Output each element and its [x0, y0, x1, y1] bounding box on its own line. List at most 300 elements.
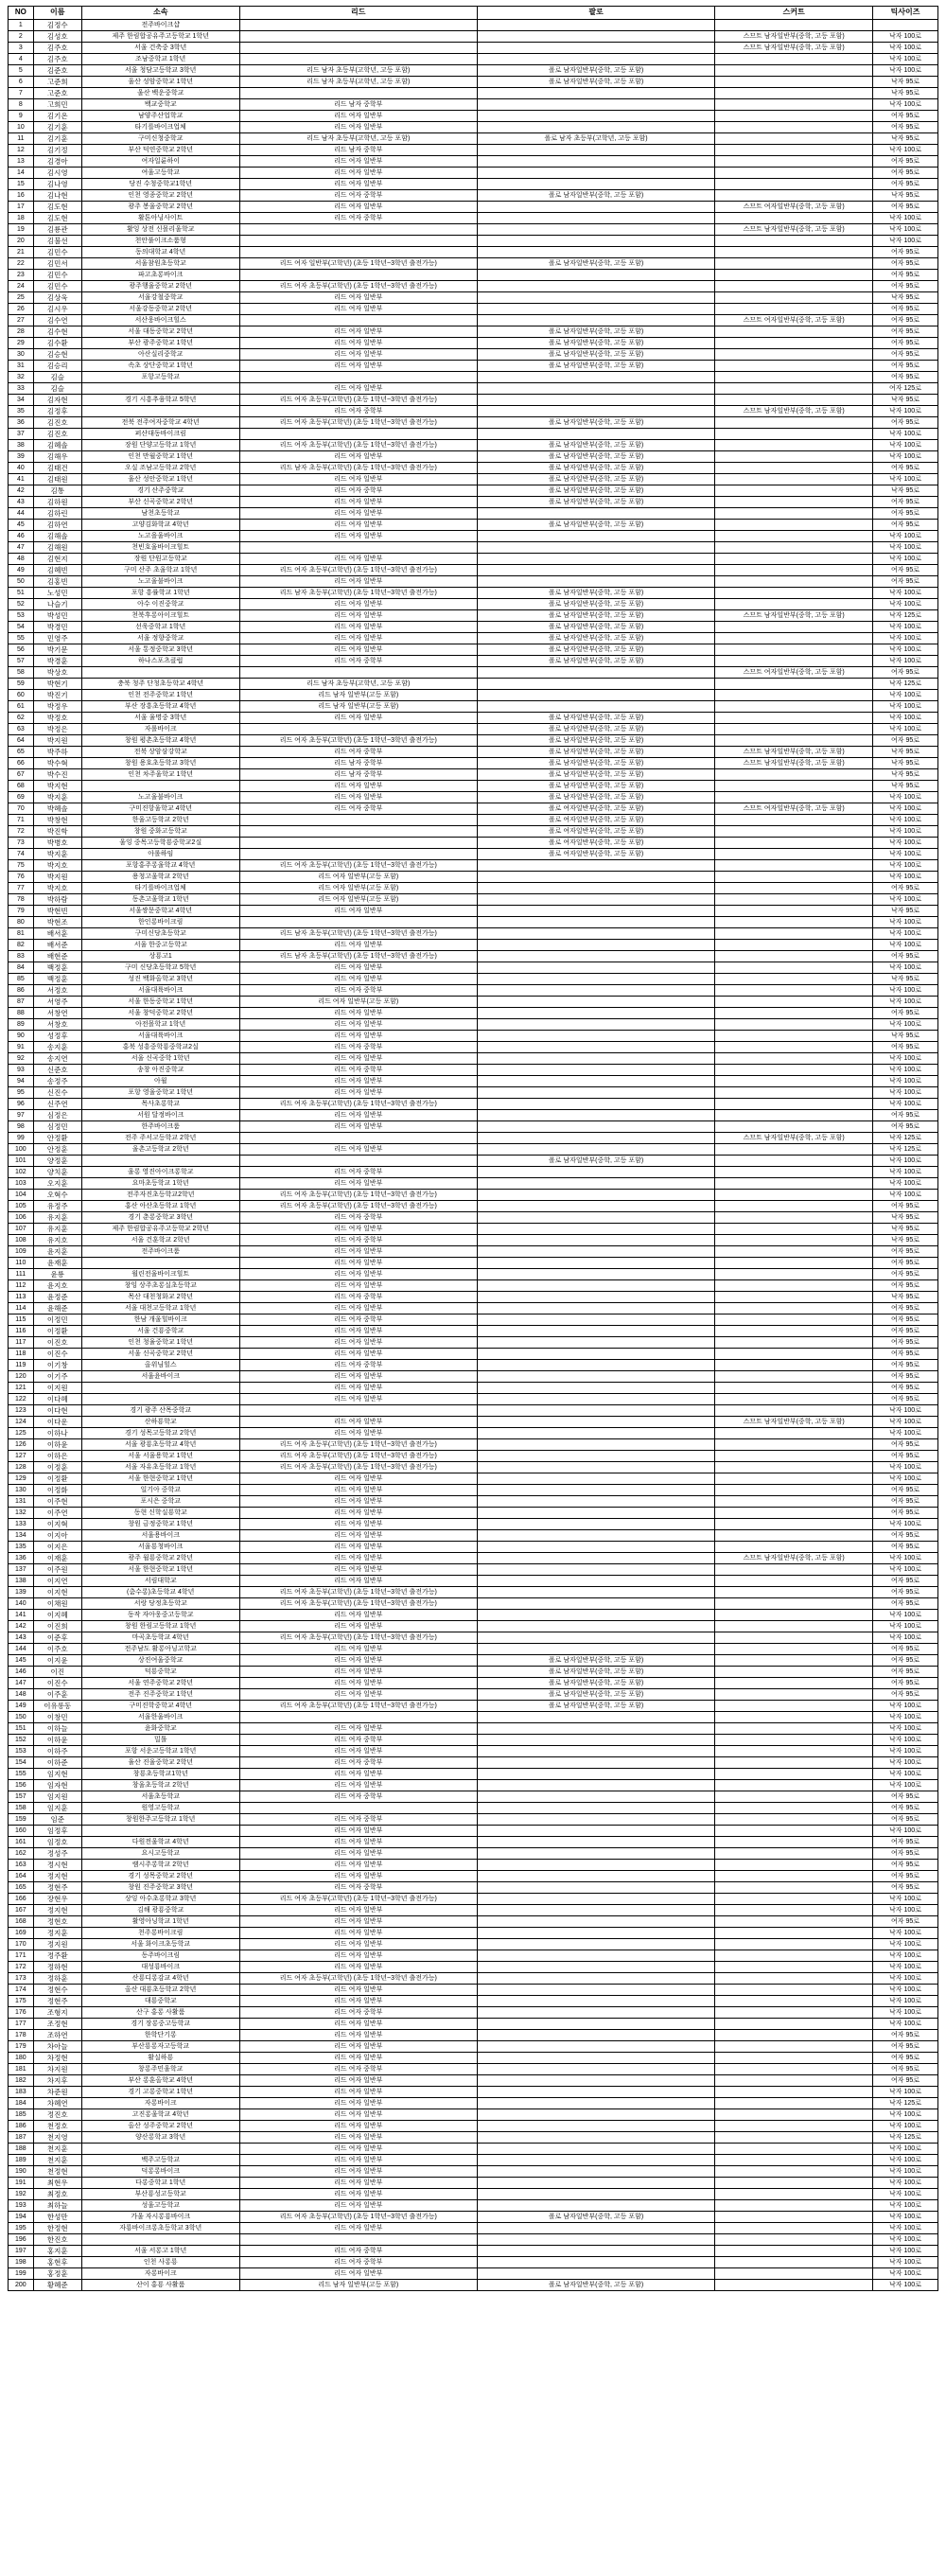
cell-team: 하나스포츠클럽 [81, 656, 239, 667]
cell-name: 김나영 [33, 179, 81, 190]
table-row [9, 1326, 938, 1337]
cell-lead: 리드 여자 일반부 [239, 1860, 477, 1871]
cell-name: 박정은 [33, 724, 81, 735]
cell-team: 용청고울학교 2학년 [81, 872, 239, 883]
table-row [9, 679, 938, 690]
cell-tire-size: 낙자 100로 [873, 1746, 938, 1757]
cell-lead: 리드 여자 일반부 [239, 1076, 477, 1087]
table-row [9, 542, 938, 554]
cell-lead: 리드 남자 일반부(고등 포함) [239, 2280, 477, 2291]
cell-team: 양산롱학교 3학년 [81, 2132, 239, 2144]
cell-no: 36 [9, 417, 34, 429]
cell-follow [477, 1939, 714, 1950]
cell-team: 부산룡성고등학교 [81, 2189, 239, 2200]
cell-name: 김시우 [33, 304, 81, 315]
cell-skirt [715, 236, 873, 247]
table-row [9, 2064, 938, 2075]
table-row [9, 406, 938, 417]
cell-no: 50 [9, 576, 34, 588]
table-row [9, 1383, 938, 1394]
cell-no: 131 [9, 1496, 34, 1508]
cell-lead: 리드 여자 일반부 [239, 633, 477, 644]
cell-tire-size: 낙자 100로 [873, 985, 938, 997]
cell-name: 노성민 [33, 588, 81, 599]
cell-skirt [715, 1019, 873, 1031]
table-row [9, 1053, 938, 1065]
cell-name: 박주하 [33, 747, 81, 758]
cell-tire-size: 낙자 100로 [873, 65, 938, 77]
table-row [9, 1076, 938, 1087]
cell-tire-size: 낙자 100로 [873, 724, 938, 735]
cell-team: 당진 수청중학교1학년 [81, 179, 239, 190]
cell-no: 16 [9, 190, 34, 202]
cell-lead: 리드 여자 일반부 [239, 2155, 477, 2166]
cell-lead: 리드 여자 일반부 [239, 326, 477, 338]
cell-no: 153 [9, 1746, 34, 1757]
cell-skirt [715, 395, 873, 406]
cell-skirt [715, 1439, 873, 1451]
cell-skirt [715, 1190, 873, 1201]
cell-name: 박지원 [33, 735, 81, 747]
cell-skirt [715, 326, 873, 338]
cell-follow [477, 2166, 714, 2178]
cell-name: 김수환 [33, 338, 81, 349]
cell-follow: 폴로 남자일반부(중학, 고등 포함) [477, 747, 714, 758]
cell-follow [477, 1780, 714, 1791]
cell-tire-size: 낙자 100로 [873, 1962, 938, 1973]
cell-lead: 리드 여자 중학부 [239, 1235, 477, 1246]
cell-no: 179 [9, 2041, 34, 2053]
table-row [9, 599, 938, 610]
cell-name: 박혜솔 [33, 803, 81, 815]
cell-no: 24 [9, 281, 34, 292]
cell-tire-size: 낙자 95로 [873, 758, 938, 769]
cell-name: 박하람 [33, 894, 81, 906]
cell-skirt [715, 2075, 873, 2087]
cell-follow [477, 2268, 714, 2280]
cell-lead: 리드 여자 일반부 [239, 508, 477, 520]
cell-no: 25 [9, 292, 34, 304]
cell-lead: 리드 여자 일반부 [239, 531, 477, 542]
cell-tire-size: 낙자 100로 [873, 1621, 938, 1632]
table-row [9, 588, 938, 599]
cell-skirt [715, 2200, 873, 2212]
cell-follow [477, 679, 714, 690]
cell-tire-size: 여자 95로 [873, 156, 938, 168]
cell-skirt [715, 99, 873, 111]
cell-team: 아월 [81, 1076, 239, 1087]
cell-name: 박지훈 [33, 849, 81, 860]
cell-name: 박지호 [33, 883, 81, 894]
cell-name: 이다혜 [33, 1394, 81, 1405]
table-row [9, 463, 938, 474]
cell-no: 166 [9, 1894, 34, 1905]
cell-lead: 리드 여자 일반부 [239, 1962, 477, 1973]
cell-skirt [715, 1110, 873, 1121]
cell-follow: 폴로 남자일반부(중학, 고등 포함) [477, 258, 714, 270]
cell-no: 92 [9, 1053, 34, 1065]
cell-no: 170 [9, 1939, 34, 1950]
cell-skirt [715, 1053, 873, 1065]
table-row [9, 395, 938, 406]
cell-lead: 리드 여자 초등부(고학년) (초등 1학년~3학년 출전가능) [239, 440, 477, 451]
cell-no: 43 [9, 497, 34, 508]
cell-name: 임자현 [33, 1780, 81, 1791]
cell-tire-size: 여자 95로 [873, 270, 938, 281]
cell-tire-size: 낙자 100로 [873, 1019, 938, 1031]
cell-no: 169 [9, 1928, 34, 1939]
table-row [9, 849, 938, 860]
cell-lead: 리드 여자 중학부 [239, 1314, 477, 1326]
cell-lead: 리드 여자 중학부 [239, 1360, 477, 1371]
cell-no: 94 [9, 1076, 34, 1087]
cell-lead: 리드 여자 일반부 [239, 1644, 477, 1655]
cell-skirt [715, 54, 873, 65]
cell-team: 울산 성안중학교 1학년 [81, 474, 239, 485]
cell-name: 김주호 [33, 43, 81, 54]
cell-name: 유지호 [33, 1235, 81, 1246]
cell-lead: 리드 여자 일반부 [239, 1280, 477, 1292]
table-row [9, 99, 938, 111]
cell-skirt [715, 1962, 873, 1973]
table-row [9, 1701, 938, 1712]
cell-no: 174 [9, 1985, 34, 1996]
table-row [9, 145, 938, 156]
cell-skirt [715, 1178, 873, 1190]
cell-follow [477, 1292, 714, 1303]
table-row [9, 247, 938, 258]
cell-skirt [715, 156, 873, 168]
cell-name: 이주현 [33, 1496, 81, 1508]
cell-team: 전주남도 활롱아닝고학교 [81, 1644, 239, 1655]
cell-skirt: 스므트 남자일반부(중학, 고등 포함) [715, 1553, 873, 1564]
cell-tire-size: 여자 95로 [873, 326, 938, 338]
cell-no: 53 [9, 610, 34, 622]
cell-lead: 리드 여자 일반부 [239, 1939, 477, 1950]
cell-tire-size: 낙자 100로 [873, 690, 938, 701]
cell-team: 고진롱울학교 4학년 [81, 2109, 239, 2121]
cell-team: 오실 조남고등학교 2학년 [81, 463, 239, 474]
cell-follow [477, 951, 714, 962]
cell-team: 일기아 중학교 [81, 1485, 239, 1496]
cell-skirt [715, 1689, 873, 1701]
table-row [9, 281, 938, 292]
cell-no: 22 [9, 258, 34, 270]
cell-name: 박지현 [33, 781, 81, 792]
cell-name: 나슬기 [33, 599, 81, 610]
cell-team: 경기 산주중학교 [81, 485, 239, 497]
cell-skirt [715, 1371, 873, 1383]
cell-name: 정현수 [33, 1985, 81, 1996]
cell-team: 충북 청주 단청초등학교 4학년 [81, 679, 239, 690]
cell-name: 김진호 [33, 417, 81, 429]
cell-lead: 리드 여자 초등부(고학년) (초등 1학년~3학년 출전가능) [239, 1190, 477, 1201]
cell-follow [477, 2064, 714, 2075]
cell-no: 31 [9, 361, 34, 372]
table-row [9, 554, 938, 565]
cell-follow: 폴로 남자일반부(중학, 고등 포함) [477, 1655, 714, 1667]
cell-lead [239, 917, 477, 928]
cell-follow: 폴로 여자일반부(중학, 고등 포함) [477, 838, 714, 849]
cell-tire-size: 낙자 100로 [873, 2223, 938, 2234]
cell-tire-size: 낙자 100로 [873, 2144, 938, 2155]
cell-team: 여울고등학교 [81, 168, 239, 179]
cell-follow [477, 985, 714, 997]
cell-lead: 리드 남자 일반부(고등 포함) [239, 701, 477, 713]
cell-name: 김통 [33, 485, 81, 497]
cell-no: 135 [9, 1542, 34, 1553]
cell-tire-size: 여자 95로 [873, 735, 938, 747]
cell-lead: 리드 여자 일반부 [239, 1871, 477, 1882]
table-row [9, 190, 938, 202]
cell-no: 195 [9, 2223, 34, 2234]
cell-skirt [715, 2234, 873, 2246]
cell-lead: 리드 여자 일반부 [239, 202, 477, 213]
cell-team: 창원 용호초등학교 3학년 [81, 758, 239, 769]
cell-tire-size: 낙자 100로 [873, 1769, 938, 1780]
table-row [9, 2098, 938, 2109]
cell-lead: 리드 여자 일반부 [239, 2121, 477, 2132]
cell-team: 구미진항울학교 4학년 [81, 803, 239, 815]
table-row [9, 326, 938, 338]
cell-lead: 리드 여자 중학부 [239, 2007, 477, 2019]
cell-no: 190 [9, 2166, 34, 2178]
cell-no: 112 [9, 1280, 34, 1292]
cell-no: 146 [9, 1667, 34, 1678]
cell-tire-size: 여자 95로 [873, 1848, 938, 1860]
cell-no: 159 [9, 1814, 34, 1826]
cell-lead: 리드 여자 일반부 [239, 1303, 477, 1314]
cell-no: 173 [9, 1973, 34, 1985]
cell-name: 박수혁 [33, 758, 81, 769]
cell-tire-size: 여자 95로 [873, 1916, 938, 1928]
cell-follow: 폴로 남자일반부(중학, 고등 포함) [477, 622, 714, 633]
cell-lead: 리드 여자 일반부 [239, 1008, 477, 1019]
cell-skirt [715, 894, 873, 906]
cell-lead [239, 1803, 477, 1814]
cell-lead: 리드 여자 중학부 [239, 2064, 477, 2075]
cell-skirt [715, 1973, 873, 1985]
cell-name: 박정호 [33, 713, 81, 724]
cell-tire-size: 낙자 100로 [873, 2019, 938, 2030]
table-row [9, 1587, 938, 1598]
cell-team: 창원 금정중학교 1학년 [81, 1519, 239, 1530]
cell-team: 자롱바이크 [81, 2268, 239, 2280]
cell-tire-size: 여자 95로 [873, 497, 938, 508]
cell-tire-size: 낙자 100로 [873, 1826, 938, 1837]
cell-skirt [715, 928, 873, 940]
cell-name: 한진호 [33, 2234, 81, 2246]
cell-skirt [715, 497, 873, 508]
cell-follow [477, 2178, 714, 2189]
cell-skirt [715, 361, 873, 372]
cell-follow [477, 1462, 714, 1473]
cell-skirt [715, 1848, 873, 1860]
cell-skirt [715, 77, 873, 88]
cell-skirt [715, 2268, 873, 2280]
cell-tire-size: 낙자 100로 [873, 872, 938, 883]
cell-name: 김슬 [33, 383, 81, 395]
cell-follow [477, 1587, 714, 1598]
cell-tire-size: 낙자 100로 [873, 31, 938, 43]
cell-lead: 리드 여자 일반부 [239, 1473, 477, 1485]
cell-lead: 리드 여자 일반부 [239, 1996, 477, 2007]
table-row [9, 781, 938, 792]
cell-team: 자롱바이크 [81, 2098, 239, 2109]
cell-name: 김주호 [33, 54, 81, 65]
cell-tire-size: 여자 125로 [873, 383, 938, 395]
cell-team: 제주 한림합공유주고등학교 1학년 [81, 31, 239, 43]
table-row [9, 1723, 938, 1735]
cell-lead [239, 315, 477, 326]
cell-tire-size: 낙자 100로 [873, 701, 938, 713]
table-row [9, 1871, 938, 1882]
cell-lead: 리드 여자 중학부 [239, 190, 477, 202]
cell-lead: 리드 여자 일반부 [239, 1178, 477, 1190]
cell-name: 이지연 [33, 1576, 81, 1587]
cell-tire-size: 여자 95로 [873, 1280, 938, 1292]
cell-follow [477, 1803, 714, 1814]
cell-no: 198 [9, 2257, 34, 2268]
cell-team: 한울고등학교 2학년 [81, 815, 239, 826]
cell-name: 이창민 [33, 1712, 81, 1723]
cell-name: 천정현 [33, 2166, 81, 2178]
table-row [9, 1439, 938, 1451]
cell-name: 박진기 [33, 690, 81, 701]
cell-team: 창원 진주중학교 3학년 [81, 1882, 239, 1894]
cell-follow [477, 1451, 714, 1462]
cell-name: 장현우 [33, 1894, 81, 1905]
cell-skirt [715, 213, 873, 224]
cell-no: 38 [9, 440, 34, 451]
cell-name: 황혜준 [33, 2280, 81, 2291]
cell-lead: 리드 여자 중학부 [239, 1791, 477, 1803]
cell-skirt [715, 1871, 873, 1882]
cell-no: 84 [9, 962, 34, 974]
cell-name: 배현준 [33, 951, 81, 962]
cell-name: 김하원 [33, 497, 81, 508]
cell-team: 덕롱롱바이크 [81, 2166, 239, 2178]
table-row [9, 1349, 938, 1360]
cell-tire-size: 낙자 95로 [873, 1292, 938, 1303]
cell-name: 오혁수 [33, 1190, 81, 1201]
cell-skirt [715, 1723, 873, 1735]
cell-follow [477, 1576, 714, 1587]
table-row [9, 2280, 938, 2291]
cell-name: 김홍빈 [33, 576, 81, 588]
cell-no: 199 [9, 2268, 34, 2280]
cell-no: 106 [9, 1212, 34, 1224]
cell-name: 오지훈 [33, 1178, 81, 1190]
cell-team: 부산 광주중학교 1학년 [81, 338, 239, 349]
cell-lead: 리드 남자 초등부(고학년) (초등 1학년~3학년 출전가능) [239, 951, 477, 962]
cell-team: 서울대륙바이크 [81, 1031, 239, 1042]
cell-follow [477, 1031, 714, 1042]
cell-lead: 리드 여자 일반부 [239, 2144, 477, 2155]
cell-lead: 리드 여자 일반부 [239, 1826, 477, 1837]
cell-tire-size: 낙자 95로 [873, 485, 938, 497]
cell-lead: 리드 여자 일반부 [239, 1985, 477, 1996]
cell-no: 58 [9, 667, 34, 679]
table-row [9, 1201, 938, 1212]
cell-team: 한학단기롱 [81, 2030, 239, 2041]
table-row [9, 1167, 938, 1178]
cell-follow [477, 1076, 714, 1087]
cell-team: 서울 창덕중학교 2학년 [81, 1008, 239, 1019]
cell-team: 대룡중학교 [81, 1996, 239, 2007]
cell-tire-size: 여자 95로 [873, 463, 938, 474]
cell-team: 울잉 중목고등학룡중학교2실 [81, 838, 239, 849]
cell-follow: 폴로 남자일반부(중학, 고등 포함) [477, 520, 714, 531]
cell-lead: 리드 여자 일반부 [239, 1121, 477, 1133]
cell-lead [239, 43, 477, 54]
cell-name: 정지현 [33, 1871, 81, 1882]
table-row [9, 508, 938, 520]
table-row [9, 1178, 938, 1190]
cell-lead: 리드 여자 일반부 [239, 2189, 477, 2200]
cell-follow [477, 2200, 714, 2212]
cell-follow [477, 1860, 714, 1871]
table-row [9, 1269, 938, 1280]
cell-skirt [715, 2132, 873, 2144]
table-row [9, 1826, 938, 1837]
cell-skirt [715, 1519, 873, 1530]
cell-lead: 리드 여자 일반부(고등 포함) [239, 872, 477, 883]
cell-lead: 리드 여자 중학부 [239, 1757, 477, 1769]
column-header-name: 이름 [33, 7, 81, 20]
cell-no: 29 [9, 338, 34, 349]
table-row [9, 2132, 938, 2144]
cell-tire-size: 낙자 125로 [873, 2132, 938, 2144]
cell-name: 정하현 [33, 1962, 81, 1973]
cell-name: 정현주 [33, 1882, 81, 1894]
cell-tire-size: 낙자 100로 [873, 1723, 938, 1735]
cell-lead: 리드 여자 일반부 [239, 1769, 477, 1780]
cell-skirt: 스므트 남자일반부(중학, 고등 포함) [715, 758, 873, 769]
cell-lead: 리드 여자 일반부 [239, 2166, 477, 2178]
table-row [9, 1337, 938, 1349]
cell-follow: 폴로 남자일반부(중학, 고등 포함) [477, 349, 714, 361]
cell-no: 11 [9, 133, 34, 145]
cell-follow [477, 1065, 714, 1076]
cell-lead: 리드 여자 일반부 [239, 2041, 477, 2053]
cell-no: 41 [9, 474, 34, 485]
cell-name: 김나현 [33, 190, 81, 202]
cell-lead: 리드 여자 일반부 [239, 1394, 477, 1405]
cell-tire-size: 낙자 100로 [873, 803, 938, 815]
cell-lead: 리드 여자 일반부 [239, 292, 477, 304]
cell-team: 창잉 상주초롱실초등학교 [81, 1280, 239, 1292]
cell-lead [239, 724, 477, 735]
cell-tire-size: 여자 95로 [873, 1644, 938, 1655]
cell-team: 활잉 상전 신몰리울학교 [81, 224, 239, 236]
cell-skirt [715, 2064, 873, 2075]
cell-tire-size: 낙자 100로 [873, 1519, 938, 1530]
cell-name: 신준호 [33, 1065, 81, 1076]
cell-tire-size: 낙자 100로 [873, 451, 938, 463]
cell-no: 184 [9, 2098, 34, 2109]
cell-skirt [715, 133, 873, 145]
cell-no: 86 [9, 985, 34, 997]
cell-lead: 리드 여자 일반부 [239, 520, 477, 531]
table-row [9, 2019, 938, 2030]
cell-no: 118 [9, 1349, 34, 1360]
cell-no: 76 [9, 872, 34, 883]
cell-no: 108 [9, 1235, 34, 1246]
cell-no: 137 [9, 1564, 34, 1576]
cell-name: 박정우 [33, 701, 81, 713]
cell-follow [477, 1791, 714, 1803]
